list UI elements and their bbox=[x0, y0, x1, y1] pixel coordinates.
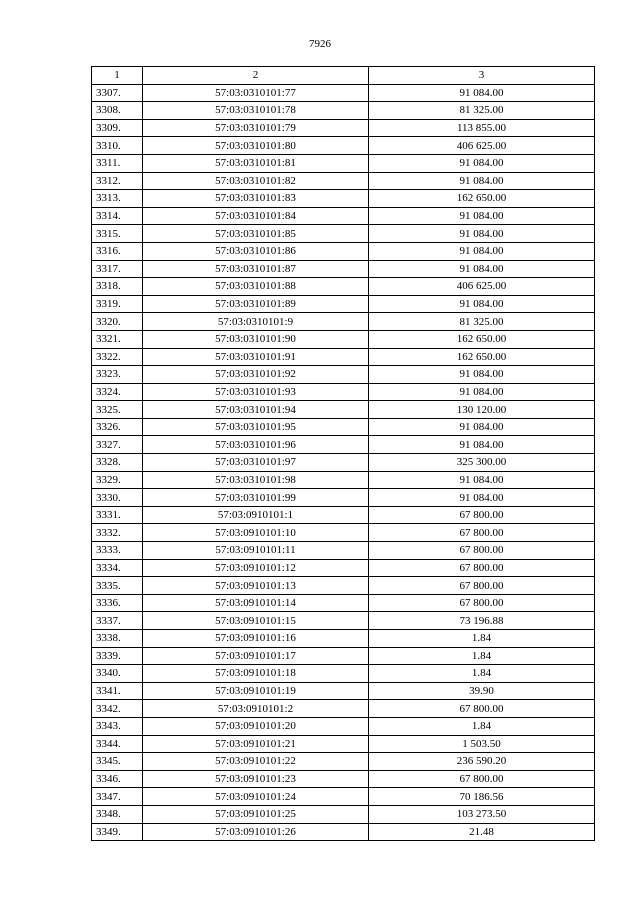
table-row bbox=[92, 401, 595, 419]
row-number-cell: 3317. bbox=[92, 260, 143, 278]
cadastral-number-cell: 57:03:0910101:23 bbox=[143, 770, 369, 788]
cadastral-value-table bbox=[91, 66, 595, 841]
cadastral-number-cell: 57:03:0910101:12 bbox=[143, 559, 369, 577]
table-header bbox=[92, 67, 595, 85]
row-number-cell: 3339. bbox=[92, 647, 143, 665]
row-number-cell: 3346. bbox=[92, 770, 143, 788]
row-number-cell: 3331. bbox=[92, 506, 143, 524]
cadastral-value-cell: 113 855.00 bbox=[369, 119, 595, 137]
table-row bbox=[92, 84, 595, 102]
table-row bbox=[92, 295, 595, 313]
cadastral-value-cell: 67 800.00 bbox=[369, 594, 595, 612]
table-row bbox=[92, 330, 595, 348]
cadastral-number-cell: 57:03:0910101:13 bbox=[143, 577, 369, 595]
cadastral-value-cell: 162 650.00 bbox=[369, 190, 595, 208]
cadastral-number-cell: 57:03:0310101:84 bbox=[143, 207, 369, 225]
row-number-cell: 3322. bbox=[92, 348, 143, 366]
cadastral-value-cell: 406 625.00 bbox=[369, 137, 595, 155]
row-number-cell: 3328. bbox=[92, 454, 143, 472]
cadastral-number-cell: 57:03:0310101:89 bbox=[143, 295, 369, 313]
cadastral-value-cell: 325 300.00 bbox=[369, 454, 595, 472]
cadastral-number-cell: 57:03:0910101:14 bbox=[143, 594, 369, 612]
row-number-cell: 3337. bbox=[92, 612, 143, 630]
table-row bbox=[92, 172, 595, 190]
cadastral-number-cell: 57:03:0310101:92 bbox=[143, 366, 369, 384]
cadastral-number-cell: 57:03:0910101:26 bbox=[143, 823, 369, 841]
table-row bbox=[92, 119, 595, 137]
table-row bbox=[92, 454, 595, 472]
cadastral-value-cell: 1.84 bbox=[369, 647, 595, 665]
table-row bbox=[92, 190, 595, 208]
table-row bbox=[92, 383, 595, 401]
cadastral-number-cell: 57:03:0310101:79 bbox=[143, 119, 369, 137]
table-row bbox=[92, 647, 595, 665]
row-number-cell: 3345. bbox=[92, 753, 143, 771]
table-row bbox=[92, 700, 595, 718]
table-row bbox=[92, 682, 595, 700]
column-header-1: 1 bbox=[92, 67, 143, 85]
table-row bbox=[92, 770, 595, 788]
cadastral-value-cell: 91 084.00 bbox=[369, 418, 595, 436]
row-number-cell: 3307. bbox=[92, 84, 143, 102]
cadastral-value-cell: 39.90 bbox=[369, 682, 595, 700]
cadastral-value-cell: 91 084.00 bbox=[369, 366, 595, 384]
cadastral-value-cell: 103 273.50 bbox=[369, 805, 595, 823]
table-row bbox=[92, 489, 595, 507]
table-row bbox=[92, 348, 595, 366]
table-row bbox=[92, 805, 595, 823]
row-number-cell: 3314. bbox=[92, 207, 143, 225]
cadastral-value-cell: 67 800.00 bbox=[369, 700, 595, 718]
cadastral-value-cell: 162 650.00 bbox=[369, 348, 595, 366]
cadastral-number-cell: 57:03:0910101:11 bbox=[143, 542, 369, 560]
row-number-cell: 3323. bbox=[92, 366, 143, 384]
row-number-cell: 3319. bbox=[92, 295, 143, 313]
cadastral-number-cell: 57:03:0310101:93 bbox=[143, 383, 369, 401]
cadastral-value-cell: 406 625.00 bbox=[369, 278, 595, 296]
row-number-cell: 3349. bbox=[92, 823, 143, 841]
cadastral-number-cell: 57:03:0310101:85 bbox=[143, 225, 369, 243]
cadastral-number-cell: 57:03:0310101:98 bbox=[143, 471, 369, 489]
table-row bbox=[92, 630, 595, 648]
cadastral-number-cell: 57:03:0310101:9 bbox=[143, 313, 369, 331]
cadastral-number-cell: 57:03:0910101:10 bbox=[143, 524, 369, 542]
header-row bbox=[92, 67, 595, 85]
cadastral-number-cell: 57:03:0310101:82 bbox=[143, 172, 369, 190]
cadastral-number-cell: 57:03:0310101:86 bbox=[143, 242, 369, 260]
cadastral-value-cell: 130 120.00 bbox=[369, 401, 595, 419]
table-row bbox=[92, 665, 595, 683]
cadastral-number-cell: 57:03:0310101:94 bbox=[143, 401, 369, 419]
row-number-cell: 3335. bbox=[92, 577, 143, 595]
column-header-3: 3 bbox=[369, 67, 595, 85]
row-number-cell: 3315. bbox=[92, 225, 143, 243]
table-row bbox=[92, 278, 595, 296]
cadastral-number-cell: 57:03:0910101:15 bbox=[143, 612, 369, 630]
table-row bbox=[92, 137, 595, 155]
cadastral-number-cell: 57:03:0310101:80 bbox=[143, 137, 369, 155]
cadastral-value-cell: 67 800.00 bbox=[369, 577, 595, 595]
cadastral-value-cell: 91 084.00 bbox=[369, 383, 595, 401]
table-row bbox=[92, 506, 595, 524]
page-number: 7926 bbox=[309, 38, 331, 50]
row-number-cell: 3329. bbox=[92, 471, 143, 489]
row-number-cell: 3348. bbox=[92, 805, 143, 823]
cadastral-value-cell: 91 084.00 bbox=[369, 436, 595, 454]
table-row bbox=[92, 225, 595, 243]
cadastral-value-cell: 236 590.20 bbox=[369, 753, 595, 771]
cadastral-number-cell: 57:03:0310101:96 bbox=[143, 436, 369, 454]
row-number-cell: 3313. bbox=[92, 190, 143, 208]
row-number-cell: 3343. bbox=[92, 717, 143, 735]
cadastral-number-cell: 57:03:0910101:20 bbox=[143, 717, 369, 735]
row-number-cell: 3308. bbox=[92, 102, 143, 120]
cadastral-number-cell: 57:03:0910101:18 bbox=[143, 665, 369, 683]
table-row bbox=[92, 823, 595, 841]
cadastral-value-cell: 70 186.56 bbox=[369, 788, 595, 806]
table-row bbox=[92, 436, 595, 454]
row-number-cell: 3330. bbox=[92, 489, 143, 507]
cadastral-number-cell: 57:03:0910101:21 bbox=[143, 735, 369, 753]
table-row bbox=[92, 717, 595, 735]
row-number-cell: 3342. bbox=[92, 700, 143, 718]
table-body bbox=[92, 84, 595, 841]
row-number-cell: 3321. bbox=[92, 330, 143, 348]
cadastral-number-cell: 57:03:0310101:99 bbox=[143, 489, 369, 507]
row-number-cell: 3312. bbox=[92, 172, 143, 190]
table-row bbox=[92, 242, 595, 260]
cadastral-value-cell: 91 084.00 bbox=[369, 260, 595, 278]
cadastral-number-cell: 57:03:0310101:78 bbox=[143, 102, 369, 120]
row-number-cell: 3340. bbox=[92, 665, 143, 683]
cadastral-number-cell: 57:03:0310101:77 bbox=[143, 84, 369, 102]
table-row bbox=[92, 612, 595, 630]
table-row bbox=[92, 154, 595, 172]
row-number-cell: 3332. bbox=[92, 524, 143, 542]
cadastral-number-cell: 57:03:0310101:81 bbox=[143, 154, 369, 172]
row-number-cell: 3318. bbox=[92, 278, 143, 296]
row-number-cell: 3338. bbox=[92, 630, 143, 648]
table-row bbox=[92, 524, 595, 542]
cadastral-value-cell: 91 084.00 bbox=[369, 471, 595, 489]
cadastral-value-cell: 81 325.00 bbox=[369, 313, 595, 331]
cadastral-number-cell: 57:03:0910101:24 bbox=[143, 788, 369, 806]
row-number-cell: 3336. bbox=[92, 594, 143, 612]
cadastral-value-cell: 91 084.00 bbox=[369, 295, 595, 313]
row-number-cell: 3326. bbox=[92, 418, 143, 436]
cadastral-number-cell: 57:03:0910101:17 bbox=[143, 647, 369, 665]
cadastral-number-cell: 57:03:0910101:16 bbox=[143, 630, 369, 648]
column-header-2: 2 bbox=[143, 67, 369, 85]
cadastral-value-cell: 1.84 bbox=[369, 630, 595, 648]
table-row bbox=[92, 313, 595, 331]
table-row bbox=[92, 207, 595, 225]
cadastral-value-cell: 1.84 bbox=[369, 717, 595, 735]
row-number-cell: 3320. bbox=[92, 313, 143, 331]
table-row bbox=[92, 366, 595, 384]
cadastral-value-cell: 1.84 bbox=[369, 665, 595, 683]
cadastral-value-cell: 91 084.00 bbox=[369, 154, 595, 172]
row-number-cell: 3316. bbox=[92, 242, 143, 260]
row-number-cell: 3309. bbox=[92, 119, 143, 137]
row-number-cell: 3334. bbox=[92, 559, 143, 577]
cadastral-number-cell: 57:03:0310101:90 bbox=[143, 330, 369, 348]
row-number-cell: 3311. bbox=[92, 154, 143, 172]
cadastral-number-cell: 57:03:0910101:19 bbox=[143, 682, 369, 700]
cadastral-value-cell: 91 084.00 bbox=[369, 207, 595, 225]
cadastral-value-cell: 91 084.00 bbox=[369, 225, 595, 243]
cadastral-number-cell: 57:03:0310101:97 bbox=[143, 454, 369, 472]
cadastral-number-cell: 57:03:0310101:88 bbox=[143, 278, 369, 296]
cadastral-number-cell: 57:03:0910101:22 bbox=[143, 753, 369, 771]
table-row bbox=[92, 594, 595, 612]
cadastral-value-cell: 67 800.00 bbox=[369, 506, 595, 524]
cadastral-value-cell: 162 650.00 bbox=[369, 330, 595, 348]
row-number-cell: 3347. bbox=[92, 788, 143, 806]
row-number-cell: 3344. bbox=[92, 735, 143, 753]
cadastral-value-cell: 67 800.00 bbox=[369, 559, 595, 577]
cadastral-number-cell: 57:03:0910101:2 bbox=[143, 700, 369, 718]
table-row bbox=[92, 471, 595, 489]
cadastral-value-cell: 91 084.00 bbox=[369, 84, 595, 102]
row-number-cell: 3333. bbox=[92, 542, 143, 560]
row-number-cell: 3310. bbox=[92, 137, 143, 155]
table-row bbox=[92, 102, 595, 120]
cadastral-number-cell: 57:03:0310101:91 bbox=[143, 348, 369, 366]
cadastral-value-cell: 67 800.00 bbox=[369, 542, 595, 560]
row-number-cell: 3341. bbox=[92, 682, 143, 700]
cadastral-number-cell: 57:03:0910101:1 bbox=[143, 506, 369, 524]
table-row bbox=[92, 753, 595, 771]
table-row bbox=[92, 559, 595, 577]
cadastral-value-cell: 91 084.00 bbox=[369, 172, 595, 190]
cadastral-number-cell: 57:03:0310101:87 bbox=[143, 260, 369, 278]
table-row bbox=[92, 788, 595, 806]
row-number-cell: 3327. bbox=[92, 436, 143, 454]
cadastral-value-cell: 67 800.00 bbox=[369, 770, 595, 788]
table-row bbox=[92, 418, 595, 436]
cadastral-value-cell: 1 503.50 bbox=[369, 735, 595, 753]
cadastral-number-cell: 57:03:0910101:25 bbox=[143, 805, 369, 823]
cadastral-value-cell: 81 325.00 bbox=[369, 102, 595, 120]
table-row bbox=[92, 542, 595, 560]
row-number-cell: 3325. bbox=[92, 401, 143, 419]
cadastral-value-cell: 73 196.88 bbox=[369, 612, 595, 630]
cadastral-value-cell: 67 800.00 bbox=[369, 524, 595, 542]
cadastral-value-cell: 91 084.00 bbox=[369, 242, 595, 260]
cadastral-value-cell: 91 084.00 bbox=[369, 489, 595, 507]
table-row bbox=[92, 735, 595, 753]
cadastral-number-cell: 57:03:0310101:83 bbox=[143, 190, 369, 208]
cadastral-number-cell: 57:03:0310101:95 bbox=[143, 418, 369, 436]
row-number-cell: 3324. bbox=[92, 383, 143, 401]
table-row bbox=[92, 260, 595, 278]
cadastral-value-cell: 21.48 bbox=[369, 823, 595, 841]
table-row bbox=[92, 577, 595, 595]
